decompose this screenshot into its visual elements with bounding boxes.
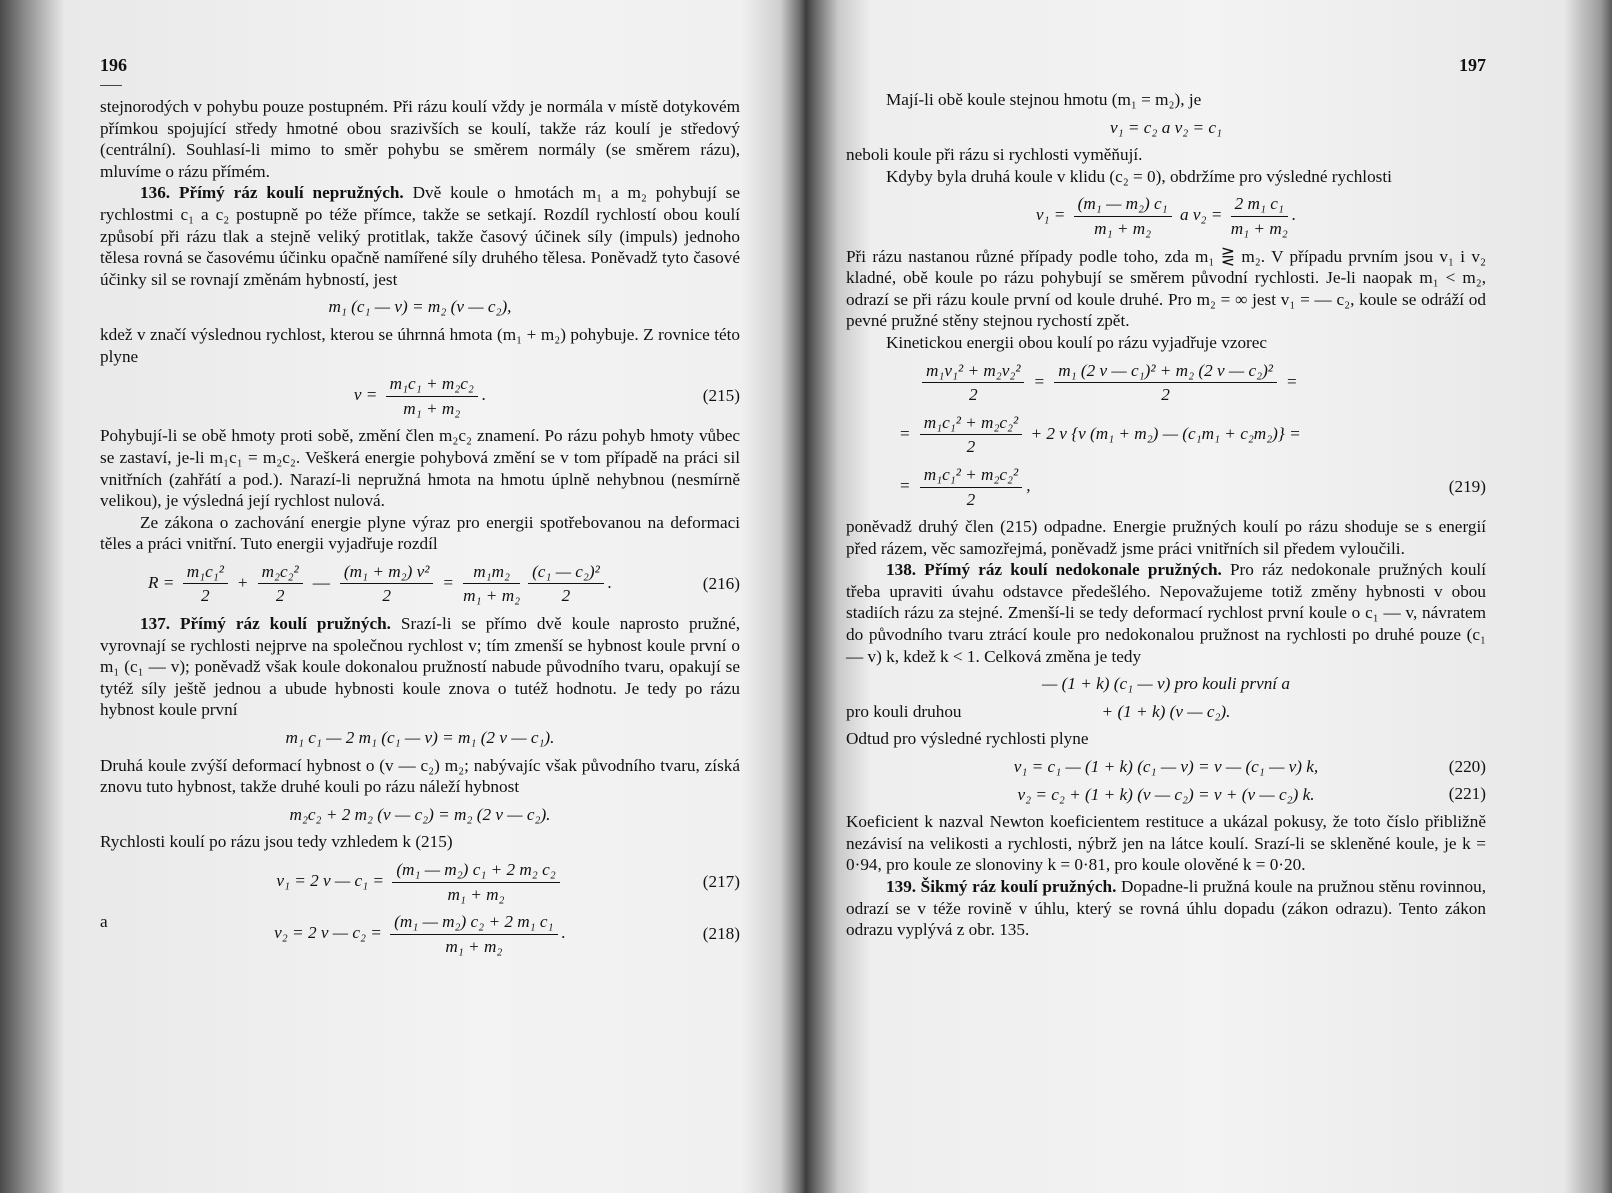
- numerator: m₁c₁ + m₂c₂: [386, 373, 478, 397]
- equation: v₁ = c₂ a v₂ = c₁: [1110, 117, 1222, 137]
- fraction: [392, 859, 559, 905]
- eq-lead: pro kouli druhou: [846, 701, 962, 721]
- equation-velocities: v₁ = $\frac{\text{(m₁ — m₂) c₁}}{\text{m₁ + m₂}}$ a v₂ = $\frac{\text{2 m₁ c₁}}{\text{m₁ + m₂}}$ .: [1035, 194, 1297, 238]
- fraction: [340, 561, 434, 607]
- eq-lhs: v₁ = 2 v — c₁ =: [276, 871, 385, 891]
- fraction: [1054, 360, 1277, 406]
- eq-lhs: v₁ =: [1035, 205, 1066, 225]
- paragraph: Mají-li obě koule stejnou hmotu (m₁ = m₂), je: [886, 90, 1202, 109]
- denominator: m₁ + m₂: [445, 936, 503, 956]
- denominator: 2: [200, 586, 210, 606]
- section-heading: 136. Přímý ráz koulí nepružných.: [140, 183, 404, 203]
- denominator: m₁ + m₂: [1094, 218, 1152, 238]
- fraction: [1074, 193, 1172, 239]
- paragraph: Pro ráz nedokonale pružných koulí třeba upraviti úvahu odstavce předešlého. Nepovažujeme totiž změny hybnosti v obou stadiích rázu za stejné. Zmenší-li se tedy deformací rychlost první koule o c₁ — v, návratem do původního tvaru ztrácí koule pro nedokonalou pružnost na rychlosti po druhé pouze (c₁ — v) k, kdež k < 1. Celková změna je tedy: [846, 560, 1486, 666]
- section-139: [846, 876, 1486, 941]
- numerator: m₁v₁² + m₂v₂²: [922, 360, 1024, 384]
- numerator: m₂c₂²: [258, 561, 303, 585]
- equation-219-line3: = $\frac{\text{m₁c₁² + m₂c₂²}}{2}$ , (219): [900, 464, 1486, 509]
- denominator: m₁ + m₂: [463, 586, 521, 606]
- equation-number: (216): [702, 574, 740, 594]
- numerator: m₁c₁²: [183, 561, 228, 585]
- numerator: (m₁ — m₂) c₁: [1074, 193, 1172, 217]
- eq-lhs: R =: [148, 572, 175, 592]
- equation-219-line1: $\frac{\text{m₁v₁² + m₂v₂²}}{2}$ = $\frac{\text{m₁ (2 v — c₁)² + m₂ (2 v — c₂)²}}{2}$ =: [846, 360, 1486, 406]
- paragraph: Pohybují-li se obě hmoty proti sobě, změní člen m₂c₂ znamení. Po rázu pohyb hmoty vůbec se zastaví, je-li m₁c₁ = m₂c₂. Veškerá energie pohybová změní se v tom případě na práci sil vnitřních (zahřátí a pod.). Narazí-li nepružná hmota na hmotu úplně nehybnou (nesmírně velikou), je výsledná její rychlost nulová.: [100, 426, 740, 511]
- fraction: [920, 412, 1022, 458]
- eq-mid: a v₂ =: [1179, 205, 1223, 225]
- right-page: [846, 55, 1486, 941]
- equation-215: v = $\frac{\text{m₁c₁ + m₂c₂}}{\text{m₁ + m₂}}$ . (215): [353, 374, 740, 418]
- left-page: [100, 55, 740, 963]
- page-number-right: 197: [1459, 55, 1486, 75]
- numerator: m₁c₁² + m₂c₂²: [920, 464, 1022, 488]
- denominator: 2: [561, 586, 571, 606]
- eq-body: v₁ = c₁ — (1 + k) (c₁ — v) = v — (c₁ — v) k,: [1013, 757, 1319, 777]
- paragraph: Dopadne-li pružná koule na pružnou stěnu rovinnou, odrazí se v téže rovině v úhlu, který se rovná úhlu dopadu (zákon odrazu). Tento zákon odrazu vyplývá z obr. 135.: [846, 877, 1486, 940]
- paragraph: Odtud pro výsledné rychlosti plyne: [846, 729, 1089, 749]
- fraction: [920, 464, 1022, 510]
- denominator: 2: [275, 586, 285, 606]
- section-heading: 137. Přímý ráz koulí pružných.: [140, 614, 391, 634]
- numerator: 2 m₁ c₁: [1231, 193, 1288, 217]
- equation: m₁ (c₁ — v) = m₂ (v — c₂),: [328, 297, 512, 317]
- paragraph: Při rázu nastanou různé případy podle toho, zda m₁ ⋛ m₂. V případu prvním jsou v₁ i v₂ kladné, obě koule po rázu pohybují se směrem původní rychlosti. Je-li naopak m₁ < m₂, odrazí se při rázu koule první od koule druhé. Pro m₂ = ∞ jest v₁ = — c₂, koule se odráží od pevné pružné stěny stejnou rychostí zpět.: [846, 246, 1486, 331]
- numerator: (m₁ + m₂) v²: [340, 561, 434, 585]
- denominator: m₁ + m₂: [447, 884, 505, 904]
- paragraph: poněvadž druhý člen (215) odpadne. Energie pružných koulí po rázu shoduje se s energií před rázem, věc samozřejmá, poněvadž jsme práci vnitřních sil předem vyloučili.: [846, 517, 1486, 558]
- denominator: 2: [382, 586, 391, 606]
- paragraph: Koeficient k nazval Newton koeficientem restituce a ukázal pokusy, že toto číslo přibližně nezávisí na velikosti a rychlosti, nýbrž jen na látce koulí. Srazí-li se skleněné koule, je k = 0·94, pro koule ze slonoviny k = 0·81, pro koule olověné k = 0·20.: [846, 812, 1486, 875]
- section-heading: 138. Přímý ráz koulí nedokonale pružných.: [886, 560, 1222, 580]
- paragraph: Kdyby byla druhá koule v klidu (c₂ = 0), obdržíme pro výsledné rychlosti: [886, 166, 1392, 186]
- eq-body: v₂ = c₂ + (1 + k) (v — c₂) = v + (v — c₂) k.: [1017, 784, 1315, 804]
- equation-216: R = $\frac{\text{m₁c₁²}}{2}$ + $\frac{\text{m₂c₂²}}{2}$ — $\frac{\text{(m₁ + m₂) v²}}{2}$ = $\frac{\text{m₁m₂}}{\text{m₁ + m₂}}$ $\frac{\text{(c₁ — c₂)²}}{2}$ . (216): [148, 561, 740, 606]
- equation-number: (219): [1448, 477, 1486, 497]
- header-rule: [100, 85, 122, 86]
- equation-number: (215): [702, 386, 740, 406]
- section-heading: 139. Šikmý ráz koulí pružných.: [886, 877, 1117, 896]
- equation: m₂c₂ + 2 m₂ (v — c₂) = m₂ (2 v — c₂).: [289, 804, 551, 824]
- equation-number: (217): [702, 872, 740, 892]
- page-number-left: 196: [100, 55, 127, 75]
- numerator: m₁ (2 v — c₁)² + m₂ (2 v — c₂)²: [1054, 360, 1277, 384]
- denominator: 2: [966, 437, 976, 457]
- numerator: (m₁ — m₂) c₂ + 2 m₁ c₁: [390, 911, 557, 935]
- eq-lhs: v₂ = 2 v — c₂ =: [274, 923, 382, 943]
- fraction: [922, 360, 1024, 406]
- paragraph: kdež v značí výslednou rychlost, kterou se úhrnná hmota (m₁ + m₂) pohybuje. Z rovnice této plyne: [100, 324, 740, 366]
- denominator: 2: [968, 385, 978, 405]
- fraction: [463, 561, 520, 607]
- denominator: 2: [966, 489, 976, 509]
- eq-lhs: v =: [353, 385, 378, 405]
- paragraph: stejnorodých v pohybu pouze postupném. Při rázu koulí vždy je normála v místě dotykovém přímkou spojující středy hmotné obou srazivších se koulí, takže ráz koulí je středový (centrální). Souhlasí-li mimo to směr pohybu se směrem normály (se směrem rázu), mluvíme o rázu přímém.: [100, 97, 740, 181]
- numerator: (c₁ — c₂)²: [528, 561, 604, 585]
- fraction: [528, 561, 604, 607]
- eq-lead: a: [100, 912, 108, 932]
- numerator: (m₁ — m₂) c₁ + 2 m₂ c₂: [392, 859, 559, 883]
- fraction: [183, 561, 228, 607]
- eq-tail: + 2 v {v (m₁ + m₂) — (c₁m₁ + c₂m₂)} =: [1030, 423, 1301, 443]
- paragraph: Srazí-li se přímo dvě koule naprosto pružné, vyrovnají se rychlosti nejprve na společnou rychlost v; tím zmenší se hybnost koule první o m₁ (c₁ — v); poněvadž však koule dokonalou pružností nabude původního tvaru, opakují se tytéž síly ještě jednou a ubude hybnosti koule znova o tutéž hodnotu. Je tedy po rázu hybnost koule první: [100, 614, 740, 720]
- numerator: m₁c₁² + m₂c₂²: [920, 412, 1022, 436]
- equation-218: a v₂ = 2 v — c₂ = $\frac{\text{(m₁ — m₂) c₂ + 2 m₁ c₁}}{\text{m₁ + m₂}}$ . (218): [100, 912, 740, 956]
- denominator: 2: [1161, 385, 1170, 405]
- fraction: [386, 373, 478, 419]
- denominator: m₁ + m₂: [403, 398, 461, 418]
- equation-221: [846, 784, 1486, 806]
- paragraph: Rychlosti koulí po rázu jsou tedy vzhledem k (215): [100, 832, 453, 852]
- paragraph: neboli koule při rázu si rychlosti vyměňují.: [846, 145, 1143, 165]
- paragraph: Druhá koule zvýší deformací hybnost o (v — c₂) m₂; nabývajíc však původního tvaru, získá znovu tuto hybnost, takže druhé kouli po rázu náleží hybnost: [100, 755, 740, 797]
- section-138: [846, 559, 1486, 667]
- fraction: [1231, 193, 1288, 239]
- paragraph: Ze zákona o zachování energie plyne výraz pro energii spotřebovanou na deformaci těles a práci vnitřní. Tuto energii vyjadřuje rozdíl: [100, 512, 740, 554]
- section-137: [100, 613, 740, 721]
- equation: — (1 + k) (c₁ — v) pro kouli první a: [1042, 674, 1290, 694]
- denominator: m₁ + m₂: [1230, 218, 1288, 238]
- paragraph: Dvě koule o hmotách m₁ a m₂ pohybují se rychlostmi c₁ a c₂ postupně po téže přímce, takže se setkají. Rozdíl rychlostí obou koulí způsobí při rázu tlak a stejně veliký protitlak, takže časový účinek síly (impuls) jednoho tělesa rovná se časovému účinku opačně namířené síly druhého tělesa. Poněvadž tyto časové účinky sil se rovnají změnám hybností, jest: [100, 183, 740, 289]
- equation-number: (220): [1448, 757, 1486, 777]
- equation-220: [846, 756, 1486, 778]
- section-136: [100, 182, 740, 290]
- equation-number: (221): [1448, 784, 1486, 804]
- numerator: m₁m₂: [463, 561, 520, 585]
- equation: [846, 701, 1486, 723]
- fraction: [258, 561, 303, 607]
- paragraph: Kinetickou energii obou koulí po rázu vyjadřuje vzorec: [886, 332, 1268, 352]
- eq-body: + (1 + k) (v — c₂).: [1101, 701, 1231, 721]
- equation-number: (218): [702, 924, 740, 944]
- equation: m₁ c₁ — 2 m₁ (c₁ — v) = m₁ (2 v — c₁).: [285, 728, 555, 748]
- fraction: [390, 911, 557, 957]
- equation-219-line2: = $\frac{\text{m₁c₁² + m₂c₂²}}{2}$ + 2 v {v (m₁ + m₂) — (c₁m₁ + c₂m₂)} =: [900, 412, 1301, 457]
- equation-217: [100, 859, 740, 905]
